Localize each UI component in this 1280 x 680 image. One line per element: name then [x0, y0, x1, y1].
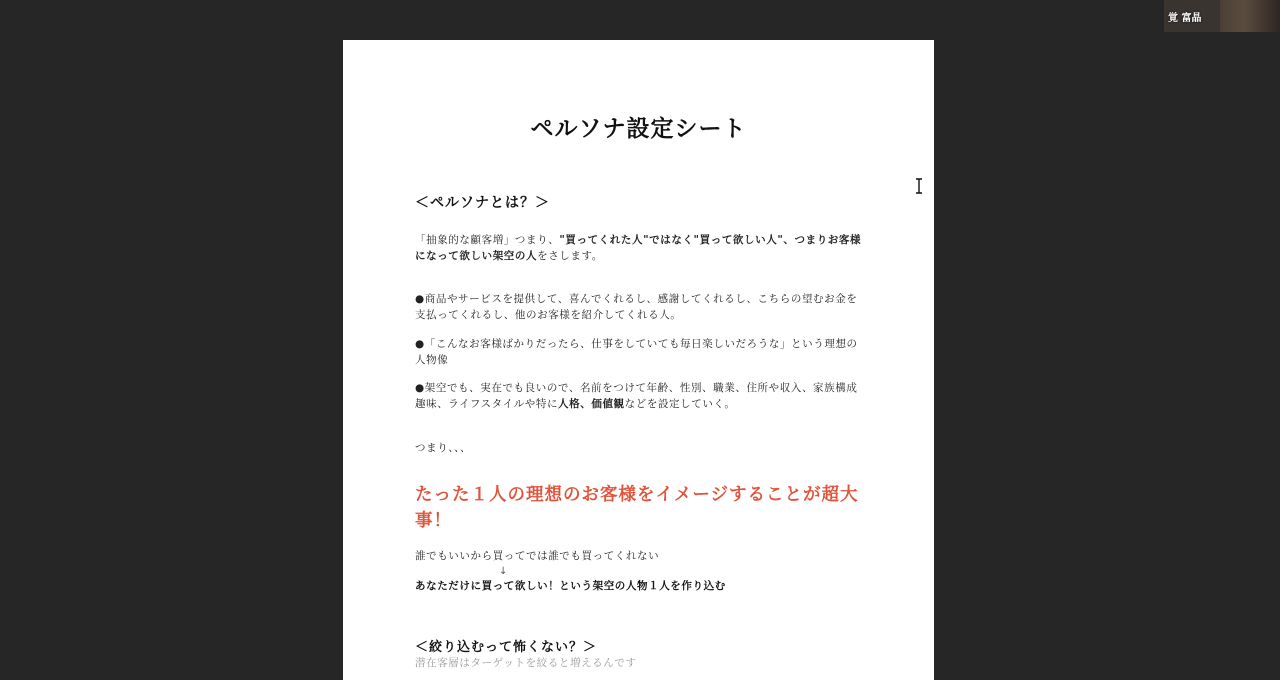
tsumari-text: つまり、、、	[415, 442, 472, 454]
bullet-3-text-bold: 人格、価値観	[558, 398, 625, 410]
participant-name-label: 覚 富晶	[1168, 13, 1202, 24]
section-heading-persona: ＜ペルソナとは？＞	[415, 195, 550, 211]
intro-paragraph	[415, 232, 865, 264]
bullet-item-3	[415, 380, 865, 412]
intro-text-bold: "買ってくれた人"ではなく"買って欲しい人"、つまりお客様になって欲しい架空の人	[415, 234, 862, 262]
participant-video-feed	[1220, 0, 1280, 32]
contrast-line: 誰でもいいから買ってでは誰でも買ってくれない	[415, 550, 660, 562]
highlight-statement: たった１人の理想のお客様をイメージすることが超大事！	[415, 485, 859, 531]
document-title: ペルソナ設定シート	[530, 116, 747, 142]
section-heading-narrowing: ＜絞り込むって怖くない？＞	[415, 640, 598, 655]
intro-text-1: 「抽象的な顧客増」つまり、	[415, 234, 560, 246]
cut-off-text-line: 潜在客層はターゲットを絞ると増えるんです	[415, 657, 637, 669]
ibeam-cursor-icon	[913, 178, 925, 194]
bullet-3-text-c: などを設定していく。	[624, 398, 736, 410]
intro-text-3: をさします。	[537, 250, 603, 262]
bold-statement: あなただけに買って欲しい！という架空の人物１人を作り込む	[415, 580, 726, 592]
bullet-3-text-a: ●架空でも、実在でも良いので、名前をつけて年齢、性別、職業、住所や収入、家族構成趣味、ライフスタイルや特に	[415, 382, 858, 410]
bullet-item-2: ●「こんなお客様ばかりだったら、仕事をしていても毎日楽しいだろうな」という理想の人物像	[415, 338, 858, 366]
participant-video-tile[interactable]	[1164, 0, 1280, 32]
down-arrow-icon: ↓	[499, 566, 508, 577]
shared-document-page[interactable]	[343, 40, 934, 680]
bullet-item-1: ●商品やサービスを提供して、喜んでくれるし、感謝してくれるし、こちらの望むお金を支払ってくれるし、他のお客様を紹介してくれる人。	[415, 293, 858, 321]
